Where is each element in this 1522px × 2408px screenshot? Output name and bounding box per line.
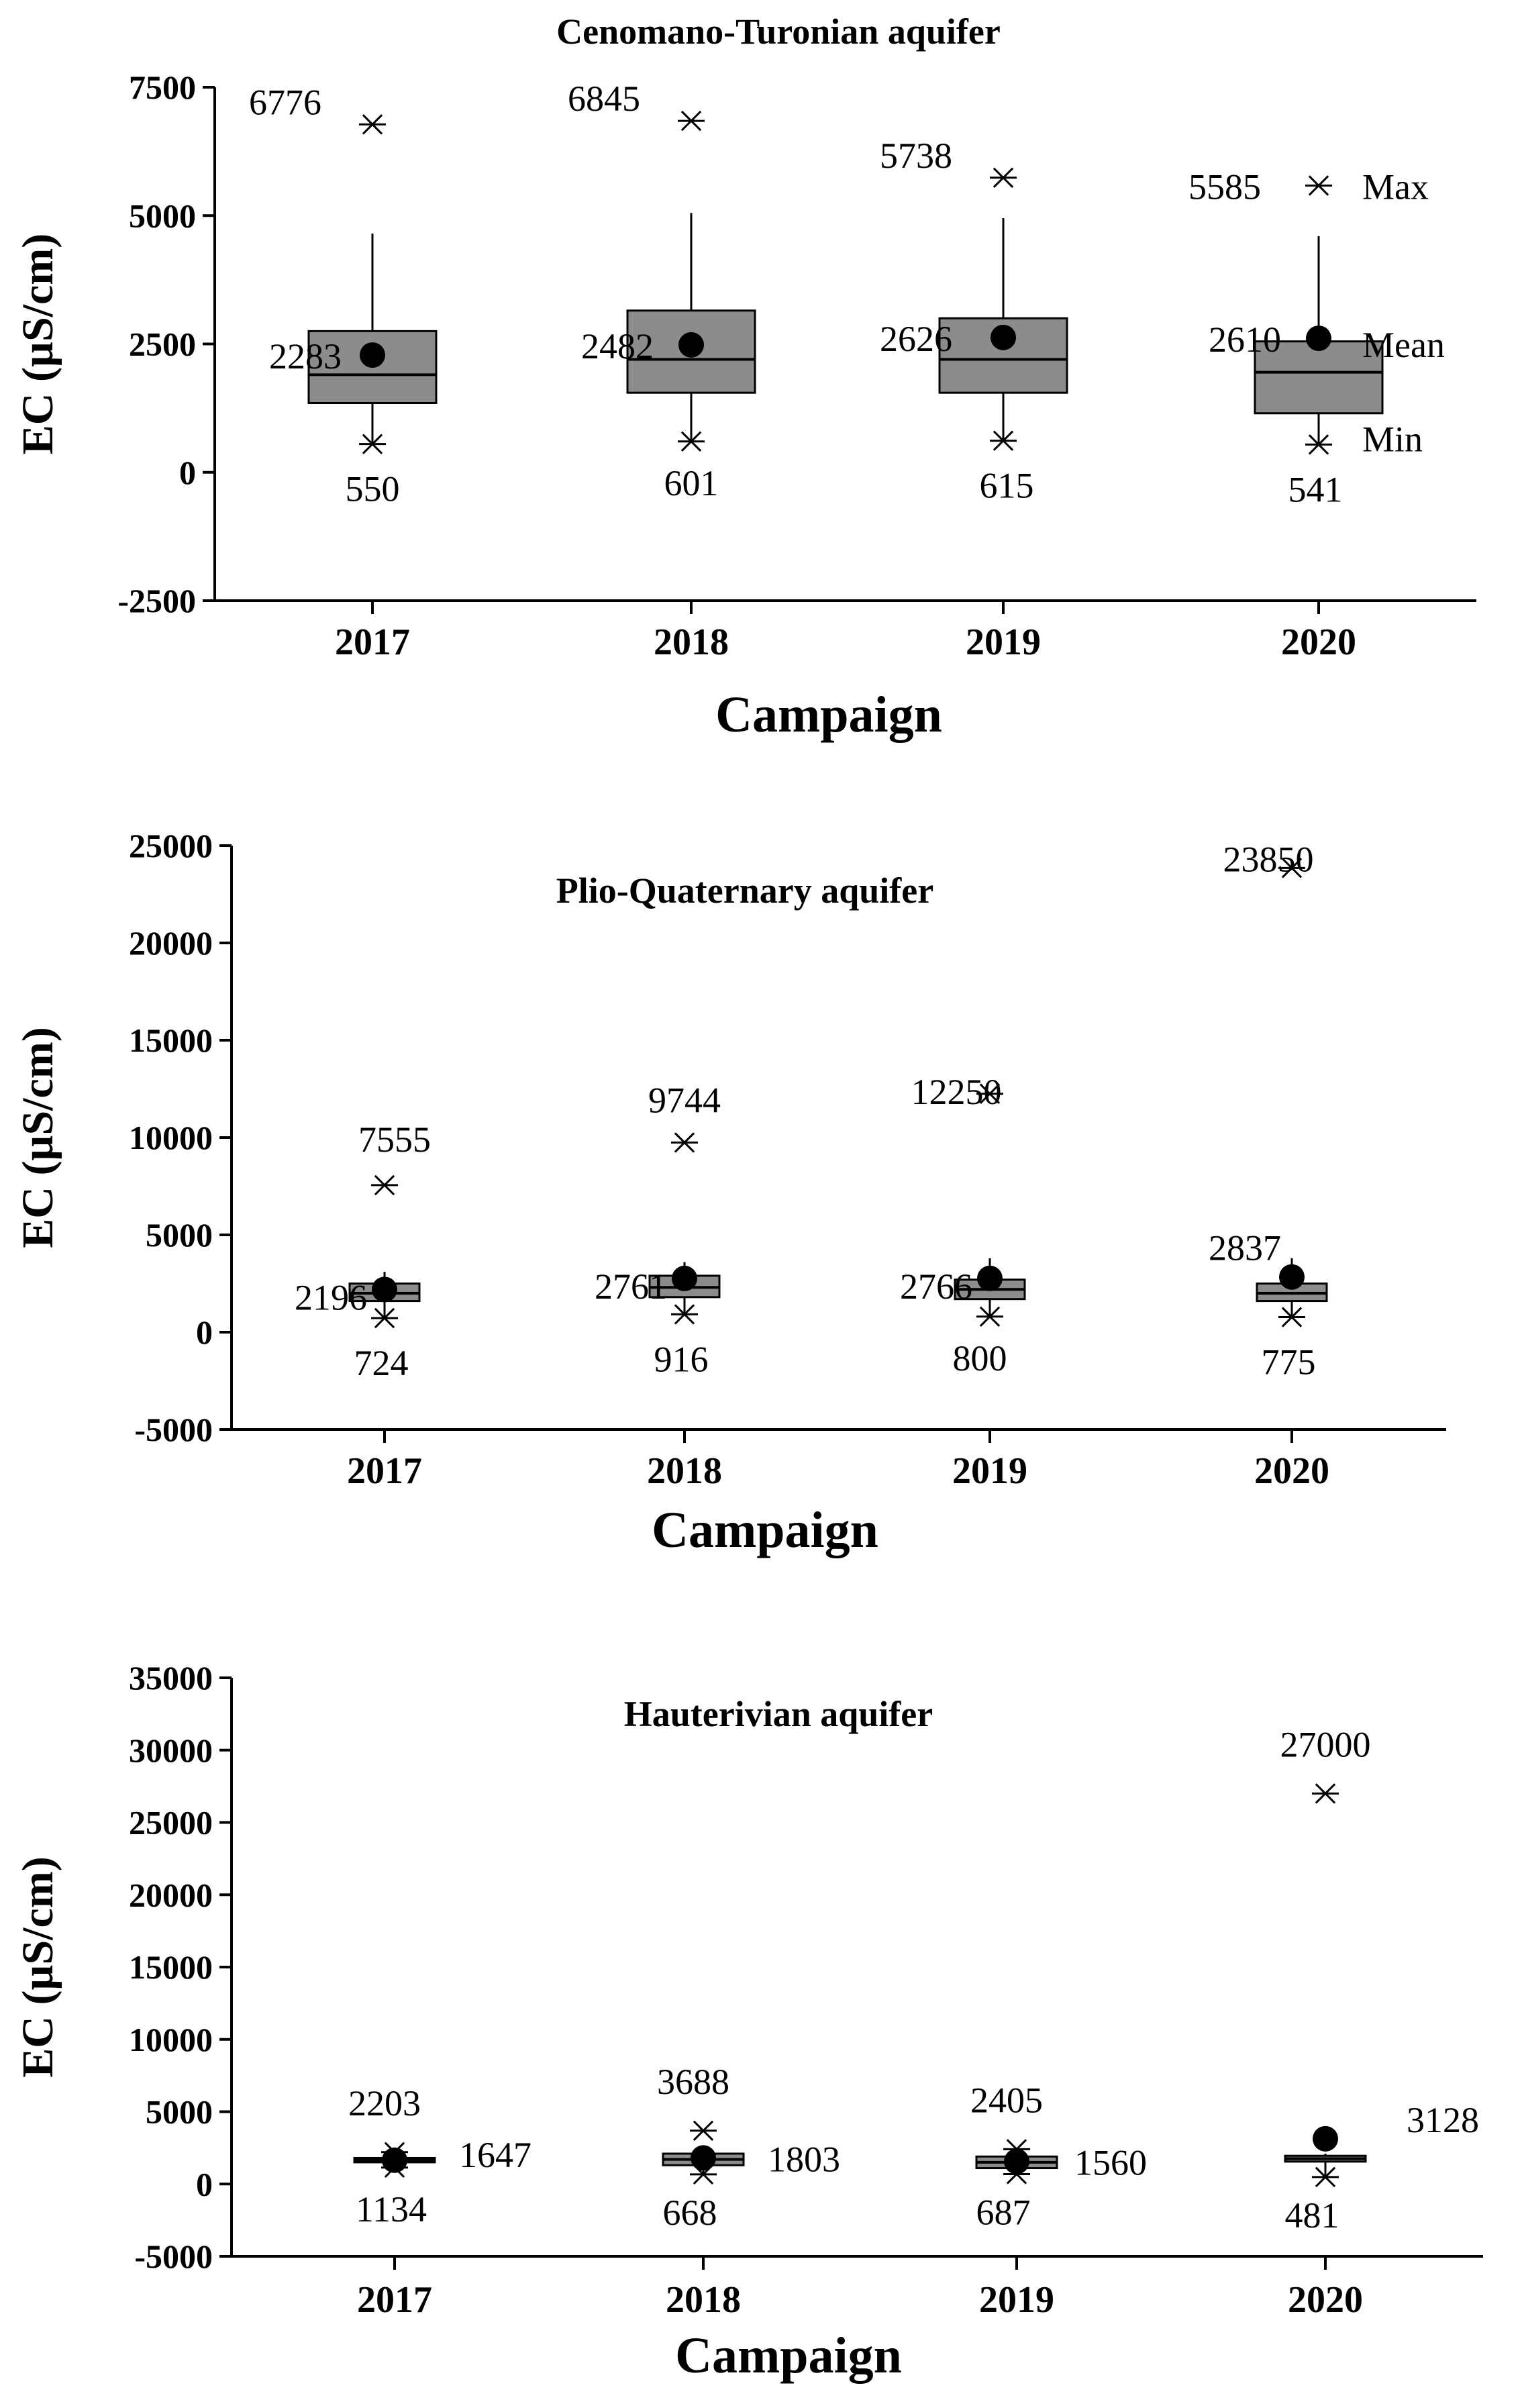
min-value-label: 916 (654, 1339, 709, 1380)
x-axis-label: Campaign (652, 1502, 878, 1558)
y-tick-label: 25000 (129, 1803, 213, 1842)
mean-value-label: 1803 (768, 2139, 840, 2180)
y-axis-label: EC (µS/cm) (13, 1856, 62, 2078)
max-value-label: 2203 (348, 2083, 421, 2123)
mean-marker (977, 1266, 1003, 1291)
box-group-2020 (1209, 839, 1329, 1492)
min-value-label: 481 (1284, 2195, 1339, 2236)
x-tick-label: 2018 (666, 2279, 741, 2321)
mean-marker (360, 342, 385, 368)
max-value-label: 12250 (911, 1071, 1002, 1112)
x-tick-label: 2018 (647, 1450, 722, 1492)
y-tick-label: 0 (196, 2165, 213, 2203)
legend-max-label: Max (1362, 166, 1429, 207)
max-marker (371, 1176, 398, 1195)
y-axis-label: EC (µS/cm) (13, 233, 62, 455)
y-tick-label: 20000 (129, 1876, 213, 1914)
y-tick-label: 30000 (129, 1731, 213, 1769)
box-group-2020 (1280, 1724, 1480, 2321)
mean-marker (1306, 325, 1331, 351)
box-group-2018 (568, 79, 755, 663)
x-tick-label: 2019 (979, 2279, 1054, 2321)
min-value-label: 668 (662, 2192, 717, 2233)
y-tick-label: -2500 (117, 582, 196, 619)
min-value-label: 775 (1261, 1342, 1316, 1383)
x-tick-label: 2017 (335, 621, 410, 663)
y-tick-label: -5000 (134, 1411, 213, 1448)
mean-value-label: 2761 (595, 1266, 667, 1307)
chart-title: Cenomano-Turonian aquifer (556, 11, 1001, 52)
max-marker (990, 168, 1017, 187)
panel-3 (13, 1659, 1483, 2384)
max-value-label: 6776 (249, 82, 321, 123)
y-tick-label: 20000 (129, 924, 213, 962)
y-tick-label: 7500 (129, 68, 196, 106)
mean-marker (372, 1276, 397, 1302)
x-tick-label: 2018 (654, 621, 729, 663)
max-marker (1305, 176, 1332, 195)
x-axis-label: Campaign (675, 2327, 902, 2384)
y-tick-label: 5000 (146, 1216, 213, 1254)
chart-title: Plio-Quaternary aquifer (556, 870, 934, 911)
box-group-2020 (1188, 166, 1445, 663)
max-marker (671, 1133, 698, 1152)
x-tick-label: 2019 (952, 1450, 1027, 1492)
y-tick-label: 0 (179, 453, 196, 491)
panel-2 (13, 827, 1446, 1558)
x-tick-label: 2020 (1281, 621, 1356, 663)
min-value-label: 1134 (356, 2189, 427, 2229)
max-value-label: 5738 (880, 135, 952, 176)
y-tick-label: 35000 (129, 1659, 213, 1697)
x-tick-label: 2020 (1254, 1450, 1329, 1492)
min-value-label: 724 (354, 1343, 409, 1384)
mean-value-label: 1560 (1074, 2142, 1147, 2183)
box-group-2017 (249, 82, 436, 663)
max-value-label: 7555 (358, 1119, 431, 1160)
max-value-label: 23850 (1223, 839, 1314, 880)
legend-min-label: Min (1362, 419, 1423, 460)
min-value-label: 541 (1288, 469, 1343, 510)
mean-marker (991, 325, 1016, 350)
box-group-2018 (657, 2062, 840, 2321)
mean-value-label: 2766 (900, 1266, 972, 1307)
mean-value-label: 2626 (880, 318, 952, 359)
mean-value-label: 2196 (295, 1277, 367, 1318)
y-tick-label: 5000 (129, 197, 196, 235)
y-tick-label: 2500 (129, 325, 196, 363)
x-tick-label: 2019 (966, 621, 1041, 663)
mean-marker (1004, 2149, 1029, 2174)
max-marker (690, 2121, 717, 2140)
mean-value-label: 2610 (1209, 319, 1281, 360)
box-group-2017 (348, 2083, 531, 2321)
y-tick-label: -5000 (134, 2238, 213, 2275)
y-tick-label: 15000 (129, 1948, 213, 1986)
max-value-label: 9744 (648, 1080, 721, 1121)
mean-value-label: 2837 (1209, 1227, 1281, 1268)
max-value-label: 6845 (568, 79, 640, 119)
max-marker (359, 115, 386, 134)
mean-marker (1279, 1264, 1305, 1290)
mean-marker (1313, 2126, 1338, 2152)
y-tick-label: 5000 (146, 2093, 213, 2131)
box-group-2017 (295, 1119, 431, 1492)
max-marker (678, 111, 705, 130)
chart-title: Hauterivian aquifer (623, 1694, 933, 1734)
min-value-label: 687 (976, 2192, 1031, 2233)
max-value-label: 5585 (1188, 166, 1261, 207)
y-tick-label: 10000 (129, 2020, 213, 2058)
mean-marker (678, 332, 704, 358)
panel-1 (13, 11, 1476, 743)
mean-value-label: 1647 (459, 2134, 531, 2175)
box-group-2019 (880, 136, 1067, 663)
x-tick-label: 2020 (1288, 2279, 1363, 2321)
x-axis-label: Campaign (715, 687, 942, 743)
legend-mean-label: Mean (1362, 325, 1445, 366)
mean-marker (672, 1266, 697, 1291)
min-value-label: 615 (979, 465, 1034, 506)
y-axis-label: EC (µS/cm) (13, 1027, 62, 1248)
mean-value-label: 2283 (269, 336, 342, 377)
min-value-label: 550 (345, 468, 400, 509)
x-tick-label: 2017 (347, 1450, 422, 1492)
max-marker (1312, 1784, 1339, 1803)
min-value-label: 800 (952, 1338, 1007, 1378)
max-value-label: 2405 (970, 2080, 1043, 2121)
max-value-label: 27000 (1280, 1724, 1371, 1765)
x-tick-label: 2017 (357, 2279, 432, 2321)
mean-value-label: 2482 (581, 325, 654, 366)
y-tick-label: 10000 (129, 1119, 213, 1156)
mean-value-label: 3128 (1407, 2099, 1479, 2140)
y-tick-label: 15000 (129, 1021, 213, 1059)
y-tick-label: 0 (196, 1313, 213, 1351)
min-value-label: 601 (664, 462, 719, 503)
max-value-label: 3688 (657, 2061, 729, 2102)
box-group-2019 (970, 2080, 1147, 2321)
y-tick-label: 25000 (129, 827, 213, 864)
mean-marker (691, 2145, 716, 2170)
